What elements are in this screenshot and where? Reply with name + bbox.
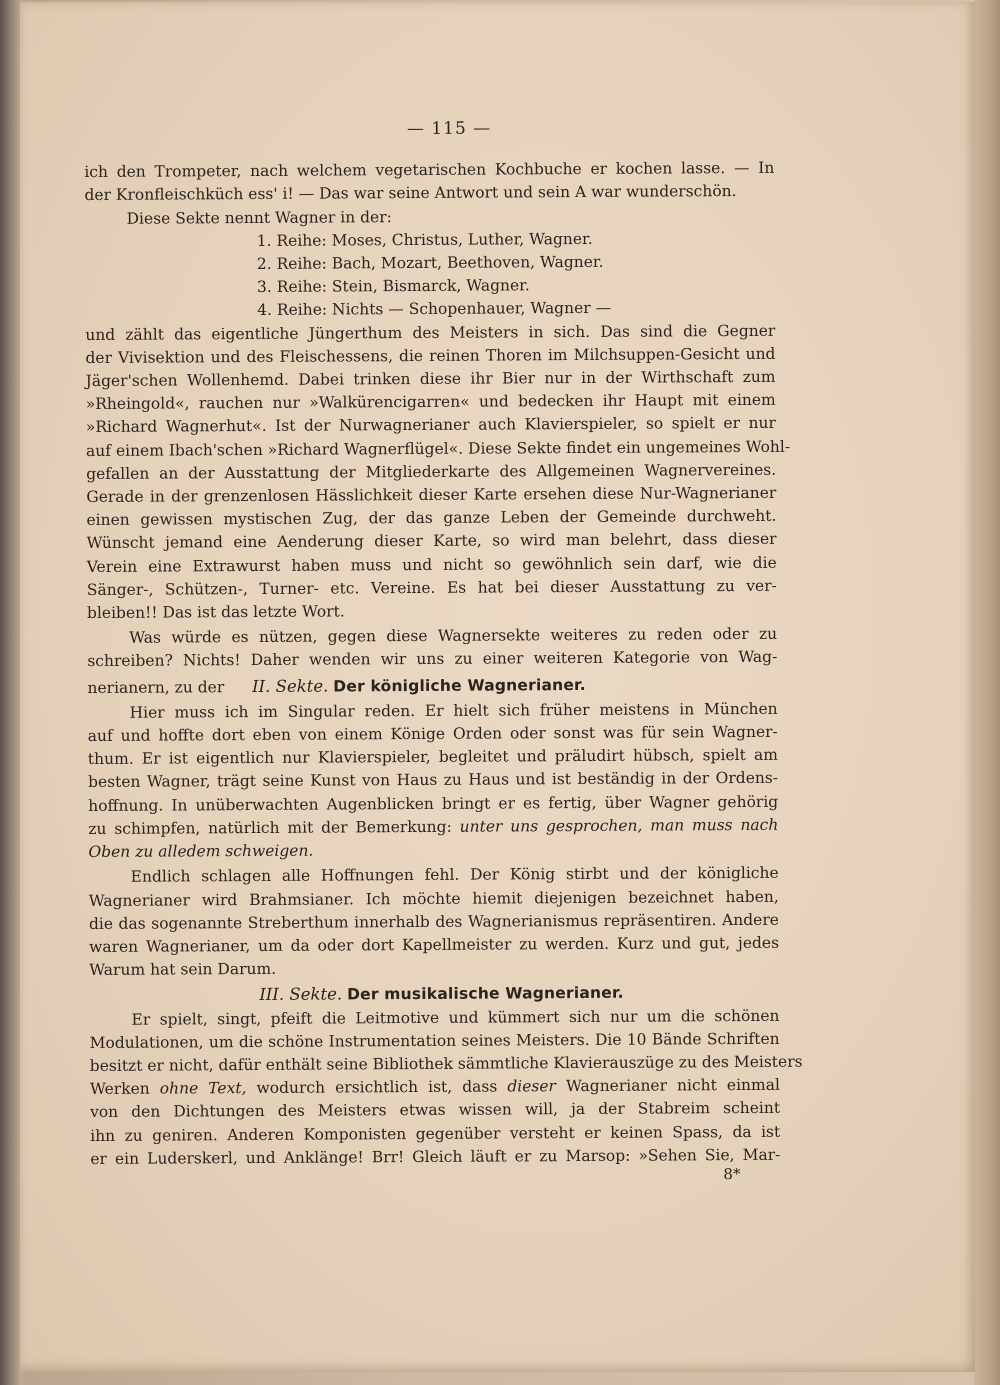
text-line: Gerade in der grenzenlosen Hässlichkeit dieser Karte ersehen diese Nur-Wagnerianer [86,483,777,507]
text-line: einen gewissen mystischen Zug, der das ganze Leben der Gemeinde durchweht. [86,507,777,530]
text-line: und zählt das eigentliche Jüngerthum des Meisters in sich. Das sind die Gegner [85,321,776,344]
text-line: ihn zu geniren. Anderen Komponisten gegenüber versteht er keinen Spass, da ist [90,1122,781,1145]
text-line: besten Wagner, trägt seine Kunst von Haus zu Haus und ist beständig in der Ordens- [87,769,779,792]
text-line: Wünscht jemand eine Aenderung dieser Karte, so wird man belehrt, dass dieser [86,530,777,553]
text-line: schreiben? Nichts! Daher wenden wir uns zu einer weiteren Kategorie von Wag- [87,648,778,671]
text-line: auf und hoffte dort eben von einem Könige Orden oder sonst was für sein Wagner- [87,722,778,746]
page-number: — 115 — [406,118,492,140]
text-line: Verein eine Extrawurst haben muss und nicht so gewöhnlich sein darf, wie die [86,553,777,576]
text-line: Warum hat sein Darum. [89,959,277,980]
text-line: Was würde es nützen, gegen diese Wagnersekte weiteres zu reden oder zu [129,625,778,647]
text-line: waren Wagnerianer, um da oder dort Kapellmeister zu werden. Kurz und gut, jedes [88,933,780,956]
text-line: »Rheingold«, rauchen nur »Walkürencigarren« und bedecken ihr Haupt mit einem [85,391,776,414]
text-line: bleiben!! Das ist das letzte Wort. [86,602,345,623]
text-line [88,814,778,841]
text-fragment: Wagnerianer nicht einmal [565,1075,780,1096]
italic-fragment: unter uns gesprochen, man muss nach [459,815,779,836]
binding-edge [0,0,22,1385]
text-line: thum. Er ist eigentlich nur Klavierspieler, begleitet und präludirt hübsch, spielt am [87,746,778,769]
text-fragment: Werken [89,1079,150,1099]
text-line: besitzt er nicht, dafür enthält seine Bibliothek sämmtliche Klavierauszüge zu des Meisters [89,1052,803,1075]
text-line: hoffnung. In unüberwachten Augenblicken bringt er es fertig, über Wagner gehörig [88,792,779,815]
text-line [88,837,778,864]
page-edges-right [974,0,1000,1385]
list-item: 2. Reihe: Bach, Mozart, Beethoven, Wagner. [256,252,604,273]
text-line: »Richard Wagnerhut«. Ist der Nurwagnerianer auch Klavierspieler, so spielt er nur [85,414,776,437]
text-fragment: nerianern, zu der [87,677,225,697]
text-line: Diese Sekte nennt Wagner in der: [126,207,392,228]
section-title: Der königliche Wagnerianer. [333,675,586,696]
text-line: Jäger'schen Wollenhemd. Dabei trinken diese ihr Bier nur in der Wirthschaft zum [85,367,776,391]
text-line: Sänger-, Schützen-, Turner- etc. Vereine. Es hat bei dieser Ausstattung zu ver- [86,576,777,599]
text-line: der Kronfleischküch ess' i! — Das war seine Antwort und sein A war wunderschön. [84,182,737,205]
text-line: Endlich schlagen alle Hoffnungen fehl. Der König stirbt und der königliche [130,864,779,887]
list-item: 1. Reihe: Moses, Christus, Luther, Wagner. [256,229,593,250]
italic-fragment: dieser [507,1077,556,1096]
text-line: der Vivisektion und des Fleischessens, die reinen Thoren im Milchsuppen-Gesicht und [85,344,776,367]
text-line: Wagnerianer wird Brahmsianer. Ich möchte hiemit diejenigen bezeichnet haben, [88,887,779,910]
section-title: Der musikalische Wagnerianer. [346,984,624,1004]
text-line: Er spielt, singt, pfeift die Leitmotive und kümmert sich nur um die schönen [131,1006,780,1029]
section-number: II. Sekte. [252,676,329,696]
text-line: die das sogenannte Streberthum innerhalb des Wagnerianismus repräsentiren. Andere [88,910,779,933]
text-line: von den Dichtungen des Meisters etwas wissen will, ja der Stabreim scheint [90,1099,781,1122]
text-line: er ein Luderskerl, und Anklänge! Brr! Gleich läuft er zu Marsop: »Sehen Sie, Mar- [90,1145,781,1168]
list-item: 4. Reihe: Nichts — Schopenhauer, Wagner — [257,299,612,320]
italic-fragment: Oben zu alledem schweigen. [88,841,314,862]
text-fragment: zu schimpfen, natürlich mit der Bemerkung: [88,817,452,838]
text-line: gefallen an der Ausstattung der Mitgliederkarte des Allgemeinen Wagnervereines. [86,460,777,483]
italic-fragment: ohne Text, [159,1079,247,1098]
signature-mark: 8* [723,1164,741,1184]
text-fragment: wodurch ersichtlich ist, dass [256,1077,498,1098]
list-item: 3. Reihe: Stein, Bismarck, Wagner. [256,276,530,297]
text-line: Hier muss ich im Singular reden. Er hielt sich früher meistens in München [129,699,778,722]
text-line: auf einem Ibach'schen »Richard Wagnerflügel«. Diese Sekte findet ein ungemeines Wohl- [85,437,791,460]
text-line: ich den Trompeter, nach welchem vegetarischen Kochbuche er kochen lasse. — In [84,158,775,182]
text-block [84,116,803,1190]
text-line: Modulationen, um die schöne Instrumentation seines Meisters. Die 10 Bände Schriften [89,1029,780,1052]
section-heading-line [87,671,777,699]
section-number: III. Sekte. [259,984,343,1005]
